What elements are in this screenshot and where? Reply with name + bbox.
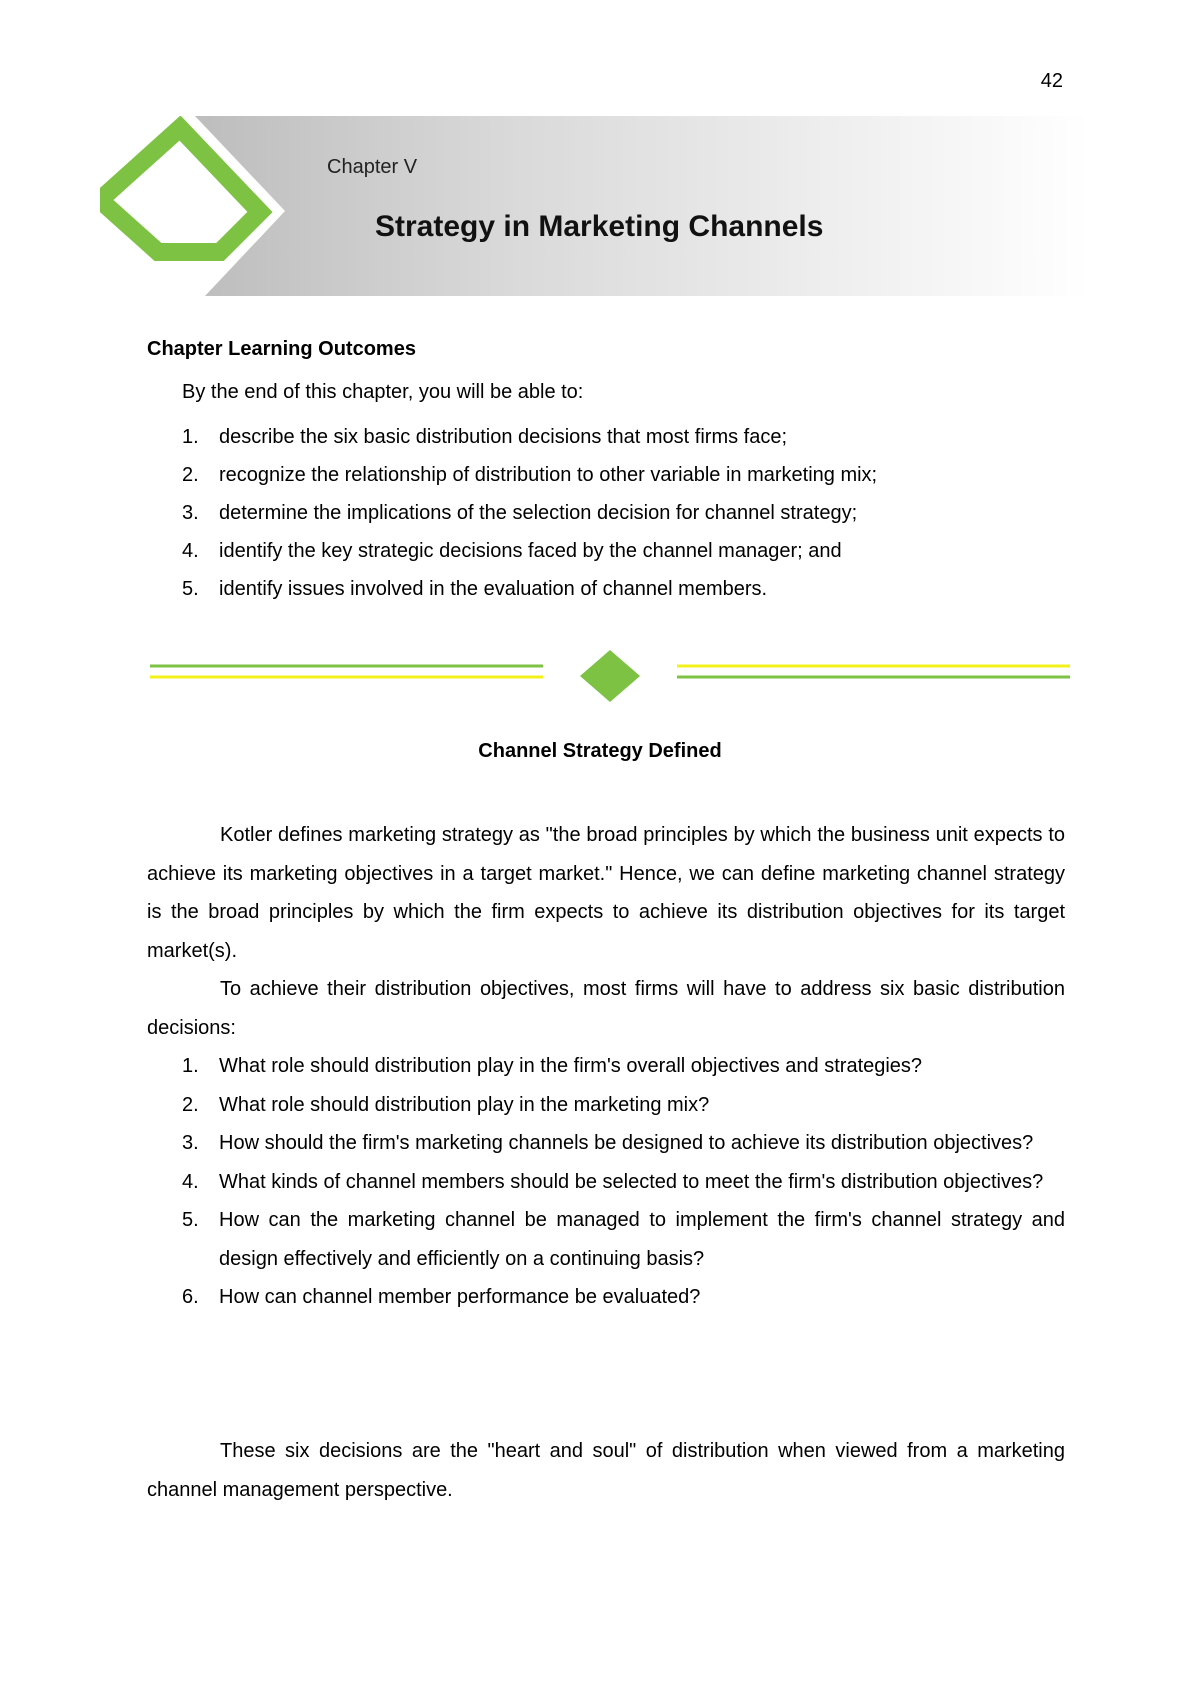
list-number: 3.	[182, 1132, 199, 1154]
list-number: 5.	[182, 578, 199, 600]
list-number: 6.	[182, 1286, 199, 1308]
banner-gray-band	[195, 116, 1090, 296]
banner-graphic	[100, 116, 1090, 298]
list-number: 5.	[182, 1209, 199, 1231]
section-divider	[150, 650, 1070, 710]
list-number: 3.	[182, 502, 199, 524]
list-number: 1.	[182, 1055, 199, 1077]
list-item	[147, 1124, 1065, 1163]
chapter-banner	[100, 116, 1090, 298]
list-item	[147, 1163, 1065, 1202]
list-number: 4.	[182, 1170, 199, 1193]
page-number: 42	[1040, 70, 1063, 92]
list-text: What kinds of channel members should be selected to meet the firm's distribution objectives?	[219, 1170, 1044, 1193]
paragraph-text: These six decisions are the "heart and soul" of distribution when viewed from a marketing channel management perspective.	[147, 1440, 1065, 1501]
list-text: describe the six basic distribution decisions that most firms face;	[219, 426, 788, 448]
chapter-label: Chapter V	[327, 156, 418, 178]
list-text: How can channel member performance be evaluated?	[219, 1286, 701, 1308]
list-item	[147, 570, 1065, 608]
list-text: How can the marketing channel be managed to implement the firm's channel strategy and design effectively and efficiently on a continuing basis?	[219, 1209, 1065, 1270]
list-item	[147, 532, 1065, 570]
list-number: 2.	[182, 1093, 199, 1116]
paragraph-text: To achieve their distribution objectives, most firms will have to address six basic distribution decisions:	[147, 978, 1065, 1039]
list-text: recognize the relationship of distribution to other variable in marketing mix;	[219, 464, 878, 486]
section-heading: Channel Strategy Defined	[478, 740, 722, 762]
list-text: identify the key strategic decisions faced by the channel manager; and	[219, 540, 842, 562]
list-text: determine the implications of the selection decision for channel strategy;	[219, 502, 858, 524]
list-item	[147, 1086, 1065, 1125]
decisions-list	[147, 1047, 1065, 1317]
list-item	[147, 1278, 1065, 1317]
outcomes-heading: Chapter Learning Outcomes	[147, 338, 416, 360]
list-item	[147, 1047, 1065, 1086]
list-text: What role should distribution play in the firm's overall objectives and strategies?	[219, 1055, 923, 1077]
paragraph-text: Kotler defines marketing strategy as "the broad principles by which the business unit expects to achieve its marketing objectives in a target market." Hence, we can define marketing channel strategy is the broad principles by which the firm expects to achieve its distribution objectives for its target market(s).	[147, 824, 1065, 962]
divider-diamond-icon	[580, 650, 640, 702]
list-text: What role should distribution play in the marketing mix?	[219, 1093, 710, 1116]
list-item	[147, 456, 1065, 494]
outcomes-intro: By the end of this chapter, you will be able to:	[182, 381, 584, 403]
outcomes-list	[147, 418, 1065, 608]
list-number: 1.	[182, 426, 199, 448]
list-item	[147, 1201, 1065, 1278]
list-text: identify issues involved in the evaluation of channel members.	[219, 578, 768, 600]
list-item	[147, 494, 1065, 532]
paragraph	[147, 816, 1065, 970]
paragraph	[147, 970, 1065, 1047]
list-text: How should the firm's marketing channels be designed to achieve its distribution objectives?	[219, 1132, 1034, 1154]
chapter-title: Strategy in Marketing Channels	[375, 210, 824, 243]
list-item	[147, 418, 1065, 456]
paragraph	[147, 1432, 1065, 1509]
list-number: 4.	[182, 540, 199, 562]
list-number: 2.	[182, 464, 199, 486]
